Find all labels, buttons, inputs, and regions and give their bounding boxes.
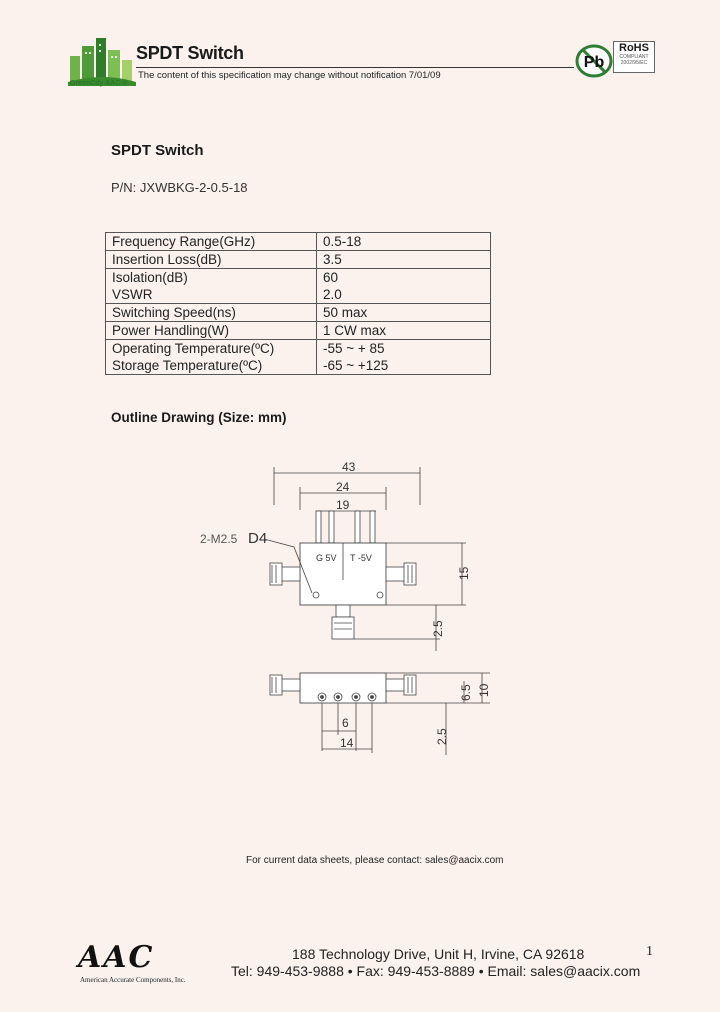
spec-value: -65 ~ +125 xyxy=(317,357,491,375)
spec-row xyxy=(106,340,491,358)
outline-title: Outline Drawing (Size: mm) xyxy=(111,410,287,425)
dim-43: 43 xyxy=(342,460,356,474)
part-number: P/N: JXWBKG-2-0.5-18 xyxy=(111,180,248,195)
contact-note: For current data sheets, please contact: sales@aacix.com xyxy=(246,855,504,866)
dim-6: 6 xyxy=(342,716,349,730)
page-number: 1 xyxy=(646,944,653,959)
header-note: The content of this specification may change without notification 7/01/09 xyxy=(138,70,441,81)
dim-2-5-side: 2.5 xyxy=(435,728,449,745)
spec-label: Switching Speed(ns) xyxy=(106,304,317,322)
dim-10: 10 xyxy=(477,683,491,697)
logo-text: GreenCity AAC ® xyxy=(70,80,128,87)
spec-label: Insertion Loss(dB) xyxy=(106,251,317,269)
header-divider xyxy=(136,67,574,68)
spec-label: Storage Temperature(ºC) xyxy=(106,357,317,375)
rohs-title: RoHS xyxy=(619,42,649,54)
outline-drawing xyxy=(190,455,510,765)
footer-contact: Tel: 949-453-9888 • Fax: 949-453-8889 • Email: sales@aacix.com xyxy=(231,963,641,979)
spec-label: Frequency Range(GHz) xyxy=(106,233,317,251)
spec-row xyxy=(106,286,491,304)
document-title: SPDT Switch xyxy=(111,142,204,159)
rohs-line2: 2002/95/EC xyxy=(620,60,648,66)
company-name: American Accurate Components, Inc. xyxy=(80,976,186,984)
spec-value: 2.0 xyxy=(317,286,491,304)
spec-value: 60 xyxy=(317,269,491,287)
spec-row xyxy=(106,233,491,251)
spec-value: 0.5-18 xyxy=(317,233,491,251)
spec-row xyxy=(106,304,491,322)
rohs-line1: COMPLIANT xyxy=(619,54,649,60)
spec-label: Power Handling(W) xyxy=(106,322,317,340)
spec-label: Operating Temperature(ºC) xyxy=(106,340,317,358)
dim-6-5: 6.5 xyxy=(459,684,473,701)
pin-t-label: T -5V xyxy=(350,553,372,563)
dim-24: 24 xyxy=(336,480,350,494)
spec-value: 1 CW max xyxy=(317,322,491,340)
spec-row xyxy=(106,251,491,269)
spec-row xyxy=(106,322,491,340)
dim-14: 14 xyxy=(340,736,354,750)
header-title: SPDT Switch xyxy=(136,43,244,63)
spec-table xyxy=(105,232,491,375)
spec-value: -55 ~ + 85 xyxy=(317,340,491,358)
mount-hole-label: 2-M2.5 xyxy=(200,532,238,546)
mount-depth-label: D4 xyxy=(248,530,268,547)
aac-logo: AAC xyxy=(78,940,155,975)
dim-2-5-top: 2.5 xyxy=(431,620,445,637)
dim-19: 19 xyxy=(336,498,350,512)
spec-row xyxy=(106,357,491,375)
dim-15: 15 xyxy=(457,566,471,580)
lead-free-icon xyxy=(574,43,614,79)
pb-label: Pb xyxy=(583,54,605,71)
spec-label: Isolation(dB) xyxy=(106,269,317,287)
spec-value: 3.5 xyxy=(317,251,491,269)
pin-g-label: G 5V xyxy=(316,553,337,563)
spec-label: VSWR xyxy=(106,286,317,304)
rohs-badge xyxy=(613,41,655,73)
spec-row xyxy=(106,269,491,287)
spec-value: 50 max xyxy=(317,304,491,322)
footer-address: 188 Technology Drive, Unit H, Irvine, CA 92618 xyxy=(292,946,585,962)
